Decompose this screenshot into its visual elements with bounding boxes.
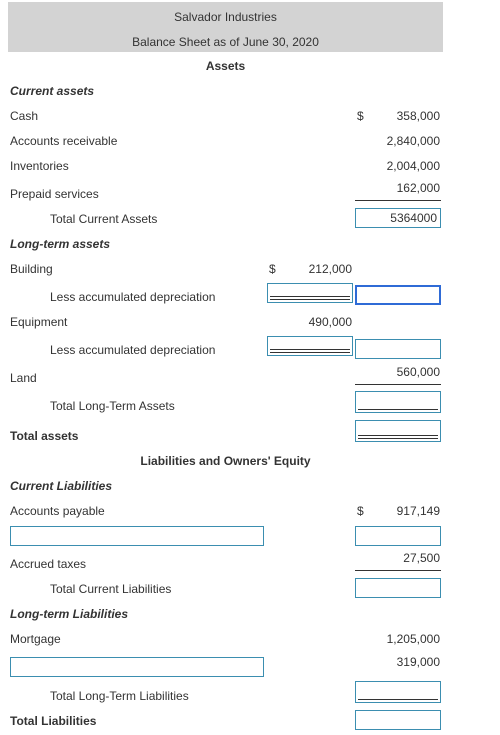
accounts-payable-value: 917,149 bbox=[396, 504, 440, 518]
dollar-sign: $ bbox=[357, 109, 364, 123]
dollar-sign: $ bbox=[357, 504, 364, 518]
mortgage-value: 1,205,000 bbox=[386, 632, 440, 646]
building-label: Building bbox=[10, 262, 53, 276]
total-assets-label: Total assets bbox=[10, 429, 79, 443]
total-long-term-assets-input[interactable] bbox=[355, 391, 441, 413]
building-depreciation-input[interactable] bbox=[267, 283, 353, 303]
statement-header bbox=[8, 2, 443, 52]
liability-account-input[interactable] bbox=[10, 526, 264, 546]
inventories-label: Inventories bbox=[10, 159, 69, 173]
accounts-receivable-value: 2,840,000 bbox=[386, 134, 440, 148]
accrued-taxes-value: 27,500 bbox=[403, 551, 440, 565]
prepaid-services-label: Prepaid services bbox=[10, 187, 99, 201]
total-liabilities-label: Total Liabilities bbox=[10, 714, 97, 728]
subtotal-rule bbox=[355, 570, 441, 571]
subtotal-rule bbox=[355, 200, 441, 201]
total-current-assets-input[interactable]: 5364000 bbox=[355, 208, 441, 228]
current-liabilities-heading: Current Liabilities bbox=[10, 479, 113, 493]
mortgage-label: Mortgage bbox=[10, 632, 61, 646]
land-value: 560,000 bbox=[396, 365, 440, 379]
equipment-value: 490,000 bbox=[308, 315, 352, 329]
long-term-liabilities-heading: Long-term Liabilities bbox=[10, 607, 129, 621]
accounts-receivable-label: Accounts receivable bbox=[10, 134, 118, 148]
liabilities-equity-heading: Liabilities and Owners' Equity bbox=[140, 454, 311, 468]
total-assets-input[interactable] bbox=[355, 420, 441, 442]
total-liabilities-input[interactable] bbox=[355, 710, 441, 730]
less-accumulated-depreciation-label: Less accumulated depreciation bbox=[50, 290, 216, 304]
assets-heading: Assets bbox=[205, 59, 246, 73]
dollar-sign: $ bbox=[269, 262, 276, 276]
land-label: Land bbox=[10, 371, 37, 385]
total-long-term-liabilities-label: Total Long-Term Liabilities bbox=[50, 689, 189, 703]
company-name: Salvador Industries bbox=[174, 10, 277, 24]
less-accumulated-depreciation-label: Less accumulated depreciation bbox=[50, 343, 216, 357]
inventories-value: 2,004,000 bbox=[386, 159, 440, 173]
equipment-label: Equipment bbox=[10, 315, 68, 329]
subtotal-rule bbox=[355, 384, 441, 385]
building-value: 212,000 bbox=[308, 262, 352, 276]
equipment-depreciation-input[interactable] bbox=[267, 336, 353, 356]
total-current-assets-label: Total Current Assets bbox=[50, 212, 158, 226]
long-term-liability-value: 319,000 bbox=[396, 655, 440, 669]
net-equipment-input[interactable] bbox=[355, 339, 441, 359]
liability-amount-input[interactable] bbox=[355, 526, 441, 546]
prepaid-services-value: 162,000 bbox=[396, 181, 440, 195]
statement-title: Balance Sheet as of June 30, 2020 bbox=[132, 35, 319, 49]
total-current-liabilities-label: Total Current Liabilities bbox=[50, 582, 172, 596]
long-term-liability-account-input[interactable] bbox=[10, 657, 264, 677]
total-long-term-liabilities-input[interactable] bbox=[355, 681, 441, 703]
long-term-assets-heading: Long-term assets bbox=[10, 237, 111, 251]
total-long-term-assets-label: Total Long-Term Assets bbox=[50, 399, 175, 413]
net-building-input[interactable] bbox=[355, 285, 441, 305]
cash-value: 358,000 bbox=[396, 109, 440, 123]
accrued-taxes-label: Accrued taxes bbox=[10, 557, 87, 571]
cash-label: Cash bbox=[10, 109, 39, 123]
current-assets-heading: Current assets bbox=[10, 84, 95, 98]
total-current-liabilities-input[interactable] bbox=[355, 578, 441, 598]
accounts-payable-label: Accounts payable bbox=[10, 504, 105, 518]
